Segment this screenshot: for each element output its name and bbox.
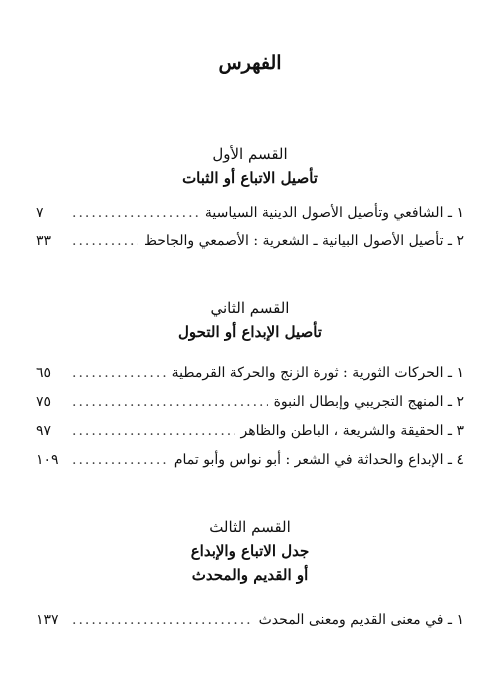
section-name: القسم الثالث	[209, 518, 291, 536]
dot-leader	[72, 365, 166, 381]
toc-entry-label: ٣ ـ الحقيقة والشريعة ، الباطن والظاهر	[240, 423, 464, 439]
toc-entry-label: ١ ـ في معنى القديم ومعنى المحدث	[258, 612, 464, 628]
toc-entry[interactable]	[36, 233, 464, 255]
page-title: الفهرس	[218, 52, 282, 74]
dot-leader	[72, 423, 235, 439]
toc-entry[interactable]	[36, 205, 464, 227]
section-heading-2	[0, 296, 500, 344]
section-subtitle: تأصيل الإبداع أو التحول	[178, 323, 322, 341]
section-subtitle: تأصيل الاتباع أو الثبات	[182, 169, 318, 187]
toc-entry-label: ٤ ـ الإبداع والحداثة في الشعر : أبو نواس وأبو تمام	[173, 452, 464, 468]
toc-entry-page: ١٠٩	[36, 452, 59, 468]
toc-entry[interactable]	[36, 365, 464, 387]
toc-entry-label: ١ ـ الشافعي وتأصيل الأصول الدينية السياسية	[204, 205, 464, 221]
toc-entry[interactable]	[36, 612, 464, 634]
toc-entry-page: ٧	[36, 205, 44, 221]
toc-entry[interactable]	[36, 394, 464, 416]
toc-entry-page: ١٣٧	[36, 612, 59, 628]
dot-leader	[72, 612, 253, 628]
dot-leader	[72, 205, 199, 221]
section-heading-1	[0, 142, 500, 190]
toc-entry-page: ٧٥	[36, 394, 52, 410]
section-name: القسم الثاني	[210, 299, 290, 317]
section-name: القسم الأول	[212, 145, 288, 163]
toc-entry-page: ٦٥	[36, 365, 52, 381]
section-subtitle: جدل الاتباع والإبداع	[190, 542, 310, 560]
toc-entry[interactable]	[36, 452, 464, 474]
section-heading-3	[0, 515, 500, 587]
dot-leader	[72, 394, 268, 410]
toc-entry-page: ٣٣	[36, 233, 52, 249]
dot-leader	[72, 452, 168, 468]
toc-entry-label: ٢ ـ المنهج التجريبي وإبطال النبوة	[273, 394, 464, 410]
toc-entry[interactable]	[36, 423, 464, 445]
toc-entry-label: ٢ ـ تأصيل الأصول البيانية ـ الشعرية : الأصمعي والجاحظ	[143, 233, 464, 249]
dot-leader	[72, 233, 138, 249]
section-subtitle: أو القديم والمحدث	[191, 566, 309, 584]
toc-entry-page: ٩٧	[36, 423, 52, 439]
toc-entry-label: ١ ـ الحركات الثورية : ثورة الزنج والحركة القرمطية	[171, 365, 464, 381]
